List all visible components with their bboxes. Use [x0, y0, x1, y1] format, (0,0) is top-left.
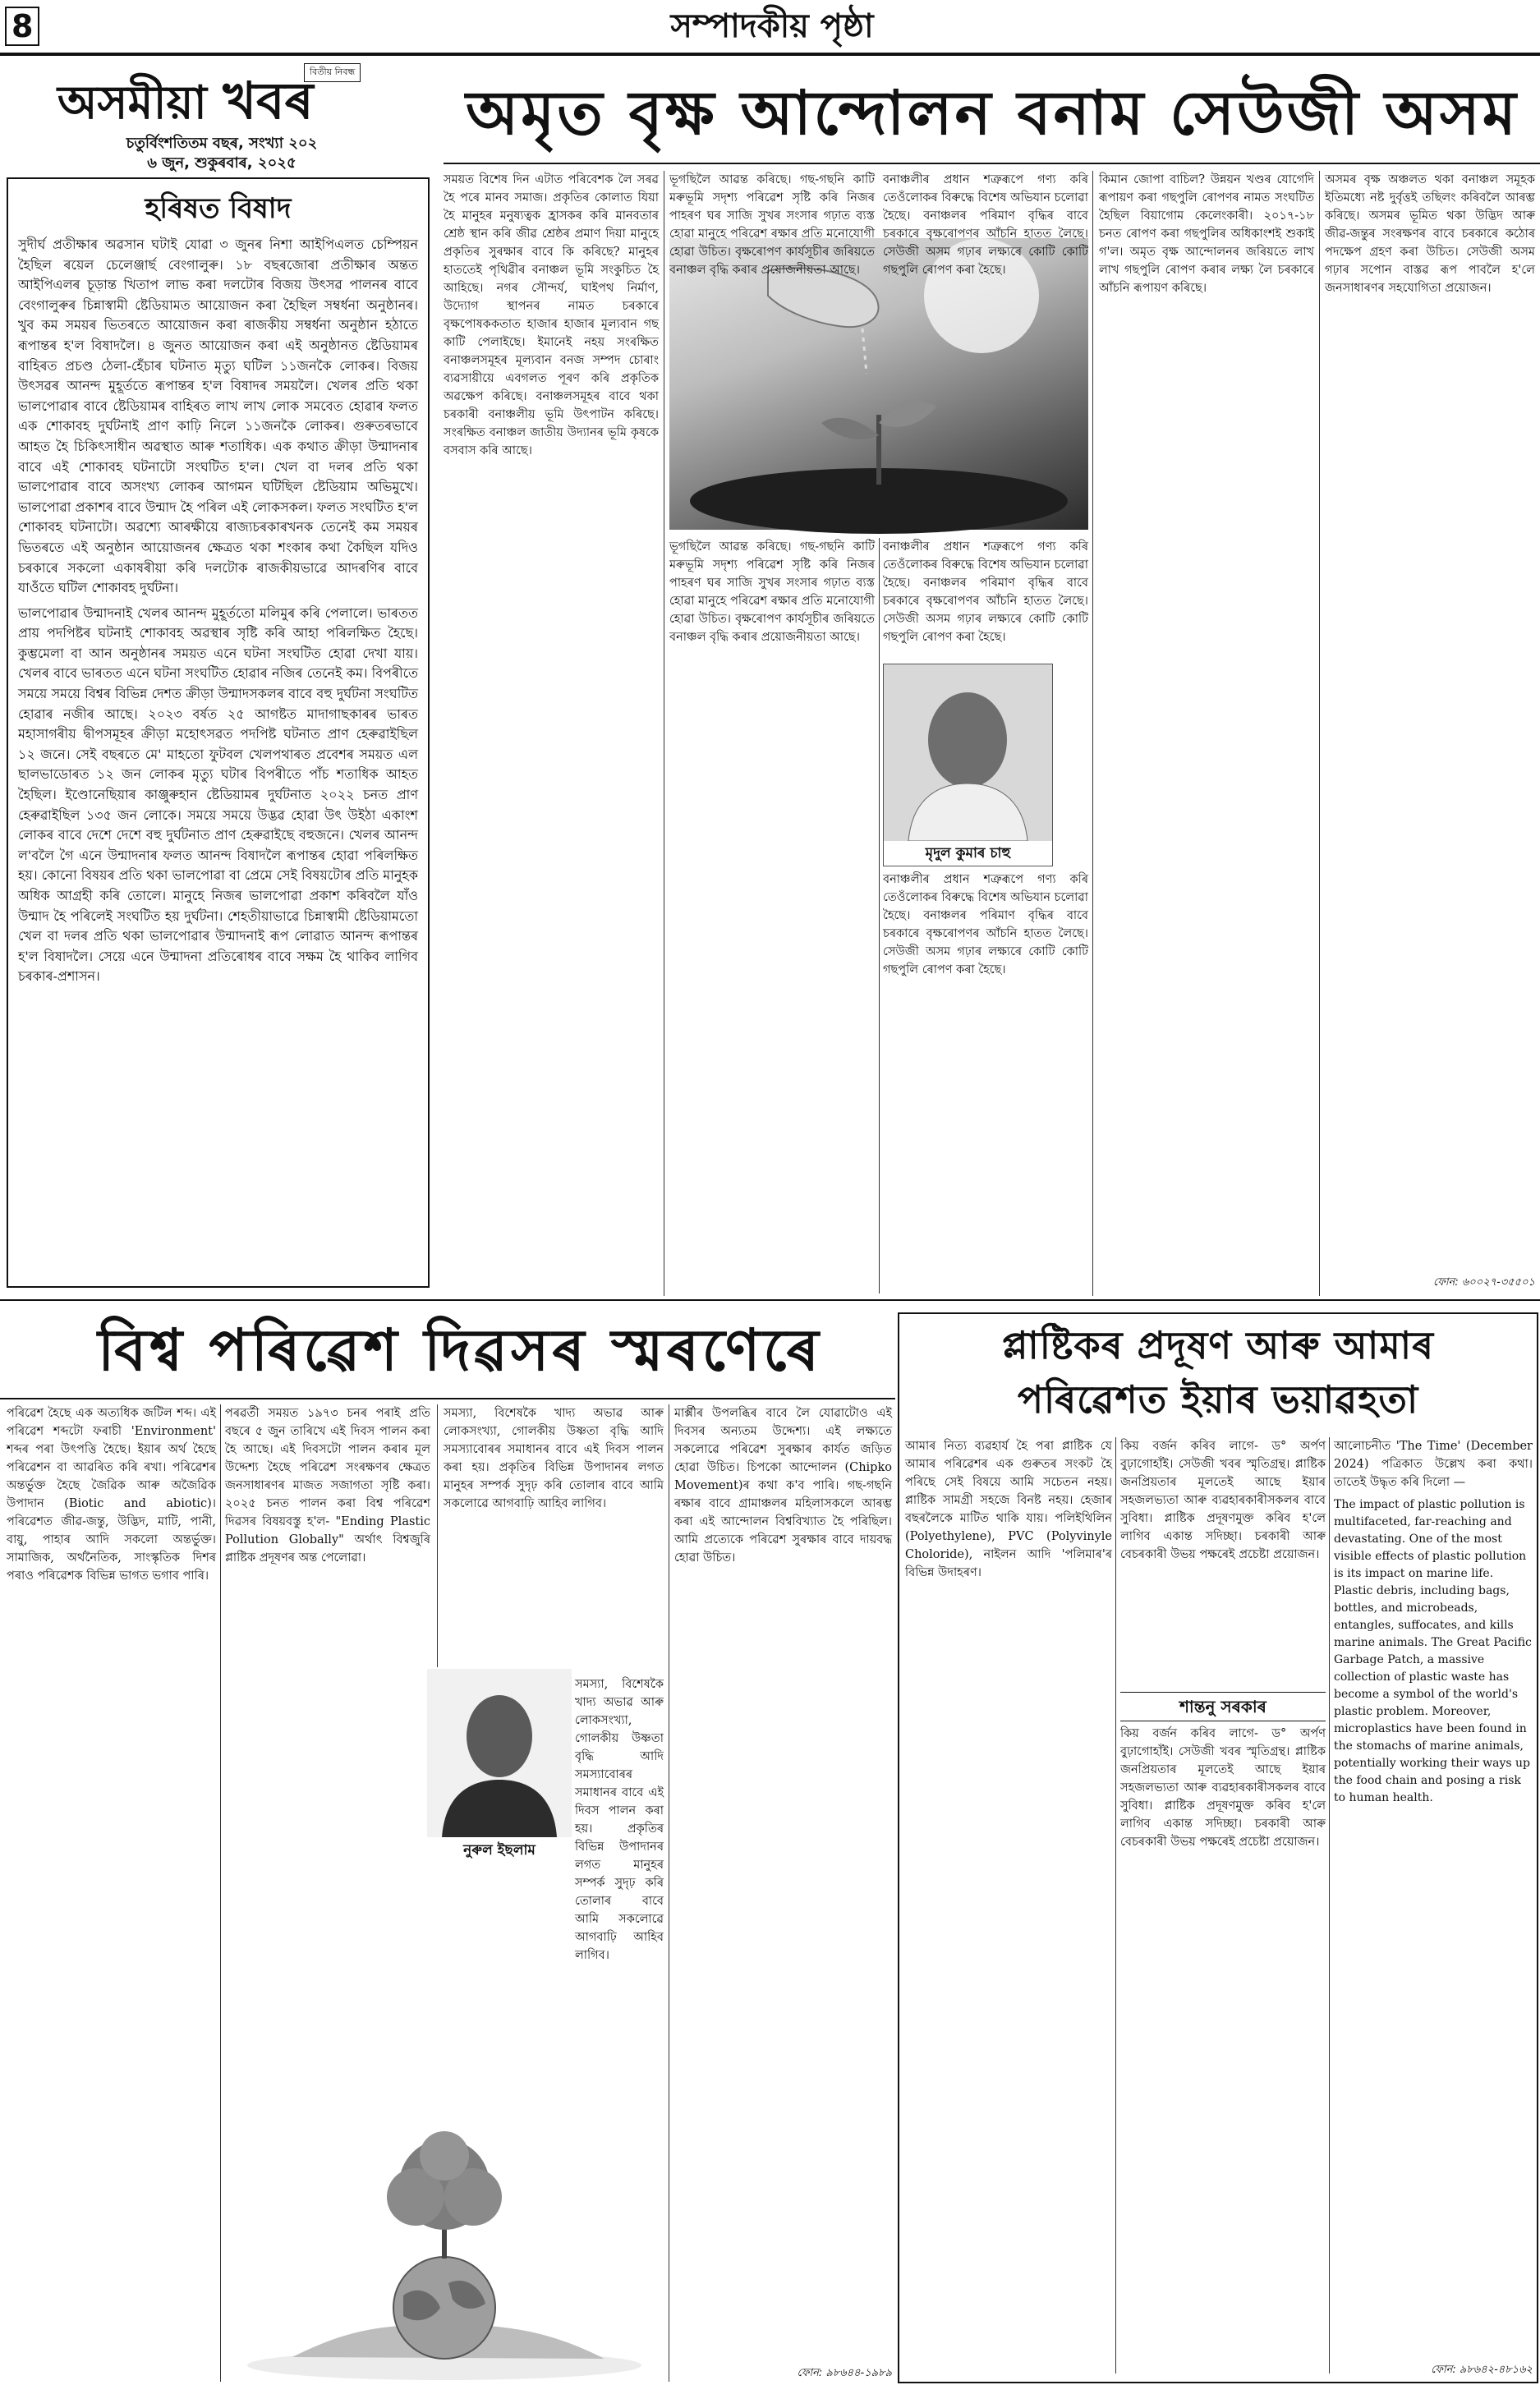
- avatar-icon: [884, 664, 1052, 841]
- main-col-5: অসমৰ বৃক্ষ অঞ্চলত থকা বনাঞ্চল সমূহক ইতিমধ্যে নষ্ট দুৰ্বৃত্তই তছিলং কৰিবলৈ আৰম্ভ কৰিছে। অসমৰ ভূমিত থকা উদ্ভিদ আৰু জীৱ-জন্তুৰ সংৰক্ষণৰ বাবে চৰকাৰে কঠোৰ পদক্ষেপ গ্ৰহণ কৰা উচিত। সেউজী অসম গঢ়াৰ সপোন বাস্তৱ ৰূপ পাবলৈ হ'লে জনসাধাৰণৰ সহযোগিতা প্ৰয়োজন।: [1325, 173, 1535, 295]
- masthead-tag: বিতীয় নিবন্ধ: [304, 63, 361, 82]
- col-divider: [879, 538, 880, 1294]
- env-col-1: পৰিৱেশ হৈছে এক অত্যধিক জটিল শব্দ। এই পৰিৱেশ শব্দটো ফৰাচী 'Environment' শব্দৰ পৰা উৎপত্তি হৈছে। ইয়াৰ অৰ্থ হৈছে পৰিৱেশন বা আৱৰিত কৰি ৰখা। পৰিৱেশৰ অন্তৰ্ভুক্ত হৈছে জৈৱিক আৰু অজৈৱিক উপাদান (Biotic and abiotic)। পৰিৱেশত জীৱ-জন্তু, উদ্ভিদ, মাটি, পানী, বায়ু, পাহাৰ আদি সকলো অন্তৰ্ভুক্ত। সামাজিক, অৰ্থনৈতিক, সাংস্কৃতিক দিশৰ পৰাও পৰিৱেশক বিভিন্ন ভাগত ভগাব পাৰি।: [7, 1407, 216, 1583]
- masthead-name-part2: খবৰ: [223, 71, 314, 131]
- author-name-santanu: শান্তনু সৰকাৰ: [1120, 1692, 1326, 1721]
- author-name-mridul: মৃদুল কুমাৰ চাহু: [884, 841, 1052, 866]
- plastic-col-2: কিয় বৰ্জন কৰিব লাগে- ড° অৰ্পণ বুঢ়াগোহাঁই। সেউজী খবৰ স্মৃতিগ্ৰন্থ। প্লাষ্টিক জনপ্ৰিয়তাৰ মূলতেই আছে ইয়াৰ সহজলভ্যতা আৰু ব্যৱহাৰকাৰীসকলৰ বাবে সুবিধা। প্লাষ্টিক প্ৰদূষণমুক্ত কৰিব হ'লে লাগিব একান্ত সদিচ্ছা। চৰকাৰী আৰু বেচৰকাৰী উভয় পক্ষৰেই প্ৰচেষ্টা প্ৰয়োজন।: [1120, 1440, 1326, 1561]
- main-col-3c: বনাঞ্চলীৰ প্ৰধান শত্ৰুৰূপে গণ্য কৰি তেওঁলোকৰ বিৰুদ্ধে বিশেষ অভিযান চলোৱা হৈছে। বনাঞ্চলৰ পৰিমাণ বৃদ্ধিৰ বাবে চৰকাৰে বৃক্ষৰোপণৰ আঁচনি হাতত লৈছে। সেউজী অসম গঢ়াৰ লক্ষ্যৰে কোটি কোটি গছপুলি ৰোপণ কৰা হৈছে।: [883, 873, 1088, 977]
- env-col-3b: সমস্যা, বিশেষকৈ খাদ্য অভাৱ আৰু লোকসংখ্যা, গোলকীয় উষ্ণতা বৃদ্ধি আদি সমস্যাবোৰৰ সমাধানৰ বাবে এই দিবস পালন কৰা হয়। প্ৰকৃতিৰ বিভিন্ন উপাদানৰ লগত মানুহৰ সম্পৰ্ক সুদৃঢ় কৰি তোলাৰ বাবে আমি সকলোৱে আগবাঢ়ি আহিব লাগিব।: [575, 1678, 664, 1962]
- globe-tree-icon: [227, 2119, 662, 2382]
- main-col-2b: ভূগছিলৈ আৱন্ত কৰিছে। গছ-গছনি কাটি মৰুভূমি সদৃশ্য পৰিৱেশ সৃষ্টি কৰি নিজৰ পাহৰণ ঘৰ সাজি সুখৰ সংসাৰ গঢ়াত ব্যস্ত হোৱা মানুহে পৰিৱেশ ৰক্ষাৰ প্ৰতি মনোযোগী হোৱা উচিত। বৃক্ষৰোপণ কাৰ্যসূচীৰ জৰিয়তে বনাঞ্চল বৃদ্ধি কৰাৰ প্ৰয়োজনীয়তা আছে।: [669, 540, 875, 644]
- main-col-4: কিমান জোপা বাচিল? উন্নয়ন খণ্ডৰ যোগেদি ৰূপায়ণ কৰা গছপুলি ৰোপণৰ নামত সংঘটিত হৈছিল বিয়াগোম কেলেংকাৰী। ২০১৭-১৮ চনত ৰোপণ কৰা গছপুলিৰ অধিকাংশই শুকাই গ'ল। অমৃত বৃক্ষ আন্দোলনৰ জৰিয়তে লাখ লাখ গছপুলি ৰোপণ কৰাৰ লক্ষ্য লৈ চৰকাৰে আঁচনি ৰূপায়ণ কৰিছে।: [1099, 173, 1314, 295]
- author-photo-nurul: [427, 1669, 572, 1863]
- section-rule: [0, 1299, 1540, 1301]
- header-rule: [0, 53, 1540, 56]
- main-headline-rule: [444, 163, 1540, 164]
- environment-headline: বিশ্ব পৰিৱেশ দিৱসৰ স্মৰণেৰে: [98, 1317, 822, 1384]
- main-headline: অমৃত বৃক্ষ আন্দোলন বনাম সেউজী অসম: [466, 78, 1519, 149]
- author-name-nurul: নুৰুল ইছলাম: [463, 1842, 536, 1859]
- plastic-headline-line2: পৰিৱেশত ইয়াৰ ভয়াৱহতা: [1017, 1377, 1419, 1422]
- env-col-4: মাৰ্ক্সীৰ উপলব্ধিৰ বাবে লৈ যোৱাটোও এই দিবসৰ অন্যতম উদ্দেশ্য। এই লক্ষ্যতে সকলোৱে পৰিৱেশ সুৰক্ষাৰ কাৰ্যত জড়িত হোৱা উচিত। চিপকো আন্দোলন (Chipko Movement)ৰ কথা ক'ব পাৰি। গছ-গছনি ৰক্ষাৰ বাবে গ্ৰামাঞ্চলৰ মহিলাসকলে আৰম্ভ কৰা এই আন্দোলন বিশ্ববিখ্যাত হৈ পৰিছিল। আমি প্ৰত্যেকে পৰিৱেশ সুৰক্ষাৰ বাবে দায়বদ্ধ হোৱা উচিত।: [674, 1407, 892, 1565]
- plastic-col-3-intro: আলোচনীত 'The Time' (December 2024) পত্ৰিকাত উল্লেখ কৰা কথা। তাতেই উদ্ধৃত কৰি দিলো —: [1334, 1440, 1533, 1489]
- env-phone: ফোন: ৯৮৬৪৪-১৯৮৯: [797, 2367, 892, 2379]
- masthead: [8, 61, 435, 172]
- masthead-name-part1: অসমীয়া: [57, 76, 207, 130]
- env-col-3: সমস্যা, বিশেষকৈ খাদ্য অভাৱ আৰু লোকসংখ্যা, গোলকীয় উষ্ণতা বৃদ্ধি আদি সমস্যাবোৰৰ সমাধানৰ বাবে এই দিবস পালন কৰা হয়। প্ৰকৃতিৰ বিভিন্ন উপাদানৰ লগত মানুহৰ সম্পৰ্ক সুদৃঢ় কৰি তোলাৰ বাবে আমি সকলোৱে আগবাঢ়ি আহিব লাগিব।: [444, 1407, 664, 1510]
- main-col-1: সময়ত বিশেষ দিন এটাত পৰিবেশক লৈ সৰৱ হৈ পৰে মানব সমাজ। প্ৰকৃতিৰ কোলাত যিয়া হৈ মানুহৰ মনুষ্যত্বক হ্ৰাসকৰ কৰি মানবতাৰ শ্ৰেষ্ঠ স্থান কৰি জীৱ শ্ৰেষ্ঠৰ প্ৰমাণ দিয়া মানুহে প্ৰকৃতিৰ সুৰক্ষাৰ বাবে কি কৰিছে? মানুহৰ হাততেই পৃথিৱীৰ বনাঞ্চল ভূমি সংকুচিত হৈ আহিছে। নগৰ সৌন্দৰ্য, ঘাইপথ নিৰ্মাণ, উদ্যোগ স্থাপনৰ নামত চৰকাৰে বৃক্ষপোষককতাত হাজাৰ হাজাৰ মূল্যবান গছ কাটি পেলাইছে। ইমানেই নহয় সংৰক্ষিত বনাঞ্চলসমূহৰ মূল্যবান বনজ সম্পদ চোৰাং ব্যৱসায়ীয়ে এবগলত পূৰণ কৰি প্ৰকৃতিক অৱক্ষেপ কৰিছে। বনাঞ্চলসমূহৰ বাবে থকা চৰকাৰী বনাঞ্চলীয় ভূমি উৎপাটন কৰিছে। সংৰক্ষিত বনাঞ্চল জাতীয় উদ্যানৰ ভূমি কৃষকে বসবাস কৰি আছে।: [444, 173, 659, 457]
- plastic-col-3: [1334, 1437, 1533, 2357]
- author-photo-mridul: [883, 664, 1053, 866]
- plastic-col-2b: কিয় বৰ্জন কৰিব লাগে- ড° অৰ্পণ বুঢ়াগোহাঁই। সেউজী খবৰ স্মৃতিগ্ৰন্থ। প্লাষ্টিক জনপ্ৰিয়তাৰ মূলতেই আছে ইয়াৰ সহজলভ্যতা আৰু ব্যৱহাৰকাৰীসকলৰ বাবে সুবিধা। প্লাষ্টিক প্ৰদূষণমুক্ত কৰিব হ'লে লাগিব একান্ত সদিচ্ছা। চৰকাৰী আৰু বেচৰকাৰী উভয় পক্ষৰেই প্ৰচেষ্টা প্ৰয়োজন।: [1120, 1727, 1326, 1849]
- main-col-3b: বনাঞ্চলীৰ প্ৰধান শত্ৰুৰূপে গণ্য কৰি তেওঁলোকৰ বিৰুদ্ধে বিশেষ অভিযান চলোৱা হৈছে। বনাঞ্চলৰ পৰিমাণ বৃদ্ধিৰ বাবে চৰকাৰে বৃক্ষৰোপণৰ আঁচনি হাতত লৈছে। সেউজী অসম গঢ়াৰ লক্ষ্যৰে কোটি কোটি গছপুলি ৰোপণ কৰা হৈছে।: [883, 540, 1088, 644]
- plastic-phone: ফোন: ৯৮৬৪২-৪৮১৬২: [1431, 2364, 1533, 2376]
- editorial-box: [7, 177, 430, 1288]
- main-phone: ফোন: ৬০০২৭-৩৫৫০১: [1433, 1276, 1535, 1289]
- main-col-3: বনাঞ্চলীৰ প্ৰধান শত্ৰুৰূপে গণ্য কৰি তেওঁলোকৰ বিৰুদ্ধে বিশেষ অভিযান চলোৱা হৈছে। বনাঞ্চলৰ পৰিমাণ বৃদ্ধিৰ বাবে চৰকাৰে বৃক্ষৰোপণৰ আঁচনি হাতত লৈছে। সেউজী অসম গঢ়াৰ লক্ষ্যৰে কোটি কোটি গছপুলি ৰোপণ কৰা হৈছে।: [883, 173, 1088, 277]
- col-divider: [1319, 171, 1320, 1296]
- plastic-headline-line1: প্লাষ্টিকৰ প্ৰদূষণ আৰু আমাৰ: [1001, 1323, 1435, 1367]
- main-col-2: ভূগছিলৈ আৱন্ত কৰিছে। গছ-গছনি কাটি মৰুভূমি সদৃশ্য পৰিৱেশ সৃষ্টি কৰি নিজৰ পাহৰণ ঘৰ সাজি সুখৰ সংসাৰ গঢ়াত ব্যস্ত হোৱা মানুহে পৰিৱেশ ৰক্ষাৰ প্ৰতি মনোযোগী হোৱা উচিত। বৃক্ষৰোপণ কাৰ্যসূচীৰ জৰিয়তে বনাঞ্চল বৃদ্ধি কৰাৰ প্ৰয়োজনীয়তা আছে।: [669, 173, 875, 277]
- globe-tree-photo: [227, 2119, 662, 2382]
- env-col-2: পৰৱৰ্তী সময়ত ১৯৭৩ চনৰ পৰাই প্ৰতি বছৰে ৫ জুন তাৰিখে এই দিবস পালন কৰা হৈ আছে। এই দিবসটো পালন কৰাৰ মূল উদ্দেশ্য হৈছে পৰিৱেশ সংৰক্ষণৰ ক্ষেত্ৰত জনসাধাৰণৰ মাজত সজাগতা সৃষ্টি কৰা। ২০২৫ চনত পালন কৰা বিশ্ব পৰিৱেশ দিৱসৰ বিষয়বস্তু হ'ল- "Ending Plastic Pollution Globally" অৰ্থাৎ বিশ্বজুৰি প্লাষ্টিক প্ৰদূষণৰ অন্ত পেলোৱা।: [225, 1407, 430, 1565]
- editorial-body: [18, 235, 418, 1270]
- masthead-year-issue: চতুৰ্বিংশতিতম বছৰ, সংখ্যা ২০২: [126, 135, 318, 152]
- editorial-paragraph: সুদীৰ্ঘ প্ৰতীক্ষাৰ অৱসান ঘটাই যোৱা ৩ জুনৰ নিশা আইপিএলত চেম্পিয়ন হৈছিল ৰয়েল চেলেঞ্জাৰ্ছ বেংগালুৰু। ১৮ বছৰজোৰা প্ৰতীক্ষাৰ অন্তত আইপিএলৰ চূড়ান্ত খিতাপ লাভ কৰা দলটোৰ বিজয় উৎসৱ পালনৰ বাবে বেংগালুৰুৰ চিন্নাস্বামী ষ্টেডিয়ামত আয়োজন কৰা হৈছিল সম্বৰ্ধনা অনুষ্ঠানৰ। খুব কম সময়ৰ ভিতৰতে আয়োজন কৰা ৰাজকীয় সম্বৰ্ধনা অনুষ্ঠান হঠাতে ৰূপান্তৰ হ'ল বিষাদলৈ। ৪ জুনত আয়োজন কৰা এই অনুষ্ঠানত ষ্টেডিয়ামৰ বাহিৰত প্ৰচণ্ড ঠেলা-হেঁচাৰ ঘটনাত মৃত্যু ঘটিল ১১জনকৈ লোকৰ। বিজয় উৎসৱৰ আনন্দ মুহূৰ্ততে ৰূপান্তৰ হ'ল বিষাদৰ সময়লৈ। খেলৰ প্ৰতি থকা ভালপোৱাৰ বাবে ষ্টেডিয়ামৰ বাহিৰত লাখ লাখ লোক সমবেত হোৱাৰ ফলত এক শোকাবহ দুৰ্ঘটনাই প্ৰাণ কাঢ়ি নিলে ১১জনকৈ লোকৰ। গুৰুতৰভাবে আহত হৈ চিকিৎসাধীন অৱস্থাত আৰু শতাধিক। এক কথাত ক্ৰীড়া উন্মাদনাৰ বাবে এই শোকাবহ ঘটনাটো সংঘটিত হ'ল। খেল বা দলৰ প্ৰতি থকা ভালপোৱাৰ বাবে অসংখ্য লোকৰ আগমন ঘটিছিল ষ্টেডিয়াম অভিমুখে। ভালপোৱা প্ৰকাশৰ বাবে উন্মাদ হৈ পৰিল এই লোকসকল। ফলত সংঘটিত হ'ল শোকাবহ ঘটনাটো। অৱশ্যে আৰক্ষীয়ে ৰাজ্যচৰকাৰখনক তেনেই কম সময়ৰ ভিতৰতে এই অনুষ্ঠান আয়োজনৰ ক্ষেত্ৰত থকা শংকাৰ কথা কৈছিল যদিও চৰকাৰে সকলো একাষৰীয়া কৰি দলটোক ৰাজকীয়ভাৱে আদৰণিৰ বাবে যাওঁতে ঘটিল শোকাবহ দুৰ্ঘটনা।: [18, 237, 419, 596]
- col-divider: [1329, 1437, 1330, 2374]
- masthead-date: ৬ জুন, শুকুৰবাৰ, ২০২৫: [147, 154, 297, 172]
- sapling-photo: [669, 238, 1088, 530]
- plastic-english-quote: The impact of plastic pollution is multifaceted, far-reaching and devastating. One of the most visible effects of plastic pollution is its impact on marine life. Plastic debris, including bags, bottles, and microbeads, entangles, suffocates, and kills marine animals. The Great Pacific Garbage Patch, a massive collection of plastic waste has become a symbol of the world's plastic problem. Moreover, microplastics have been found in the stomachs of marine animals, potentially working their ways up the food chain and posing a risk to human health.: [1334, 1498, 1532, 1804]
- section-title: সম্পাদকীয় পৃষ্ঠা: [670, 7, 874, 45]
- col-divider: [437, 1404, 438, 1667]
- plastic-col-1: আমাৰ নিত্য ব্যৱহাৰ্য হৈ পৰা প্লাষ্টিক যে আমাৰ পৰিৱেশৰ এক গুৰুতৰ সংকট হৈ পৰিছে সেই বিষয়ে আমি সচেতন নহয়। প্লাষ্টিক সামগ্ৰী সহজে বিনষ্ট নহয়। হেজাৰ বছৰলৈকে মাটিত থাকি যায়। পলিইথিলিন (Polyethylene), PVC (Polyvinyle Choloride), নাইলন আদি 'পলিমাৰ'ৰ বিভিন্ন উদাহৰণ।: [905, 1440, 1112, 1579]
- editorial-title: হৰিষত বিষাদ: [145, 192, 292, 225]
- col-divider: [1092, 171, 1093, 1296]
- col-divider: [1115, 1437, 1116, 2374]
- sapling-icon: [669, 238, 1088, 530]
- editorial-paragraph: ভালপোৱাৰ উন্মাদনাই খেলৰ আনন্দ মুহূৰ্ততো মলিমুৰ কৰি পেলালে। ভাৰতত প্ৰায় পদপিষ্টৰ ঘটনাই শোকাবহ অৱস্থাৰ সৃষ্টি কৰি আহা পৰিলক্ষিত হৈছে। কুম্ভমেলা বা আন অনুষ্ঠানৰ সময়ত এনে ঘটনা সংঘটিত হোৱা দেখা যায়। খেলৰ বাবে ভাৰতত এনে ঘটনা সংঘটিত হোৱাৰ নজিৰ তেনেই কম। বিপৰীতে সময়ে সময়ে বিশ্বৰ বিভিন্ন দেশত ক্ৰীড়া উন্মাদসকলৰ বাবে বহু দুৰ্ঘটনা সংঘটিত হোৱাৰ নজীৰ আছে। ২০২৩ বৰ্ষত ২৫ আগষ্টত মাদাগাছকাৰৰ ভাৰত মহাসাগৰীয় দ্বীপসমূহৰ ক্ৰীড়া মহোৎসৱত পদপিষ্ট ঘটনাত প্ৰাণ হেৰুৱাইছিল ১২ জনে। সেই বছৰতে মে' মাহতো ফুটবল খেলপথাৰত প্ৰবেশৰ সময়ত এল ছালভাডোৰত ১২ জন লোকৰ মৃত্যু ঘটাৰ বিপৰীতে পাঁচ শতাধিক আহত হৈছিল। ইণ্ডোনেছিয়াৰ কাঞ্জুৰুহান ষ্টেডিয়ামৰ দুৰ্ঘটনাত ২০২২ চনত প্ৰাণ হেৰুৱাইছিল ১৩৫ জন লোকে। সময়ে সময়ে উদ্ভৱ হোৱা উৎ উইঠা একাংশ লোকৰ বাবে দেশে দেশে বহু দুৰ্ঘটনাত প্ৰাণ হেৰুৱাইছে বহুজনে। খেলৰ আনন্দ ল'বলৈ গৈ এনে উন্মাদনাৰ ফলত আনন্দ বিষাদলৈ ৰূপান্তৰ হোৱা পৰিলক্ষিত হয়। কোনো বিষয়ৰ প্ৰতি থকা ভালপোৱা বা প্ৰেমে সেই বিষয়টোৰ প্ৰতি মানুহক অধিক আগ্ৰহী কৰি তোলে। মানুহে নিজৰ ভালপোৱা প্ৰকাশ কৰিবলৈ যাঁও উন্মাদ হৈ পৰিলেই সংঘটিত হয় দুৰ্ঘটনা। শেহতীয়াভাৱে চিন্নাস্বামী ষ্টেডিয়ামতো খেল বা দলৰ প্ৰতি থকা ভালপোৱাৰ উন্মাদনাই ৰূপ লোৱাত আনন্দ ৰূপান্তৰ হ'ল বিষাদলৈ। সেয়ে এনে উন্মাদনা প্ৰতিৰোধৰ বাবে সক্ষম হৈ থাকিব লাগিব চৰকাৰ-প্ৰশাসন।: [18, 604, 418, 985]
- avatar-icon: [427, 1669, 572, 1837]
- environment-headline-rule: [0, 1398, 895, 1399]
- page-number: 8: [5, 7, 39, 46]
- col-divider: [220, 1404, 221, 2382]
